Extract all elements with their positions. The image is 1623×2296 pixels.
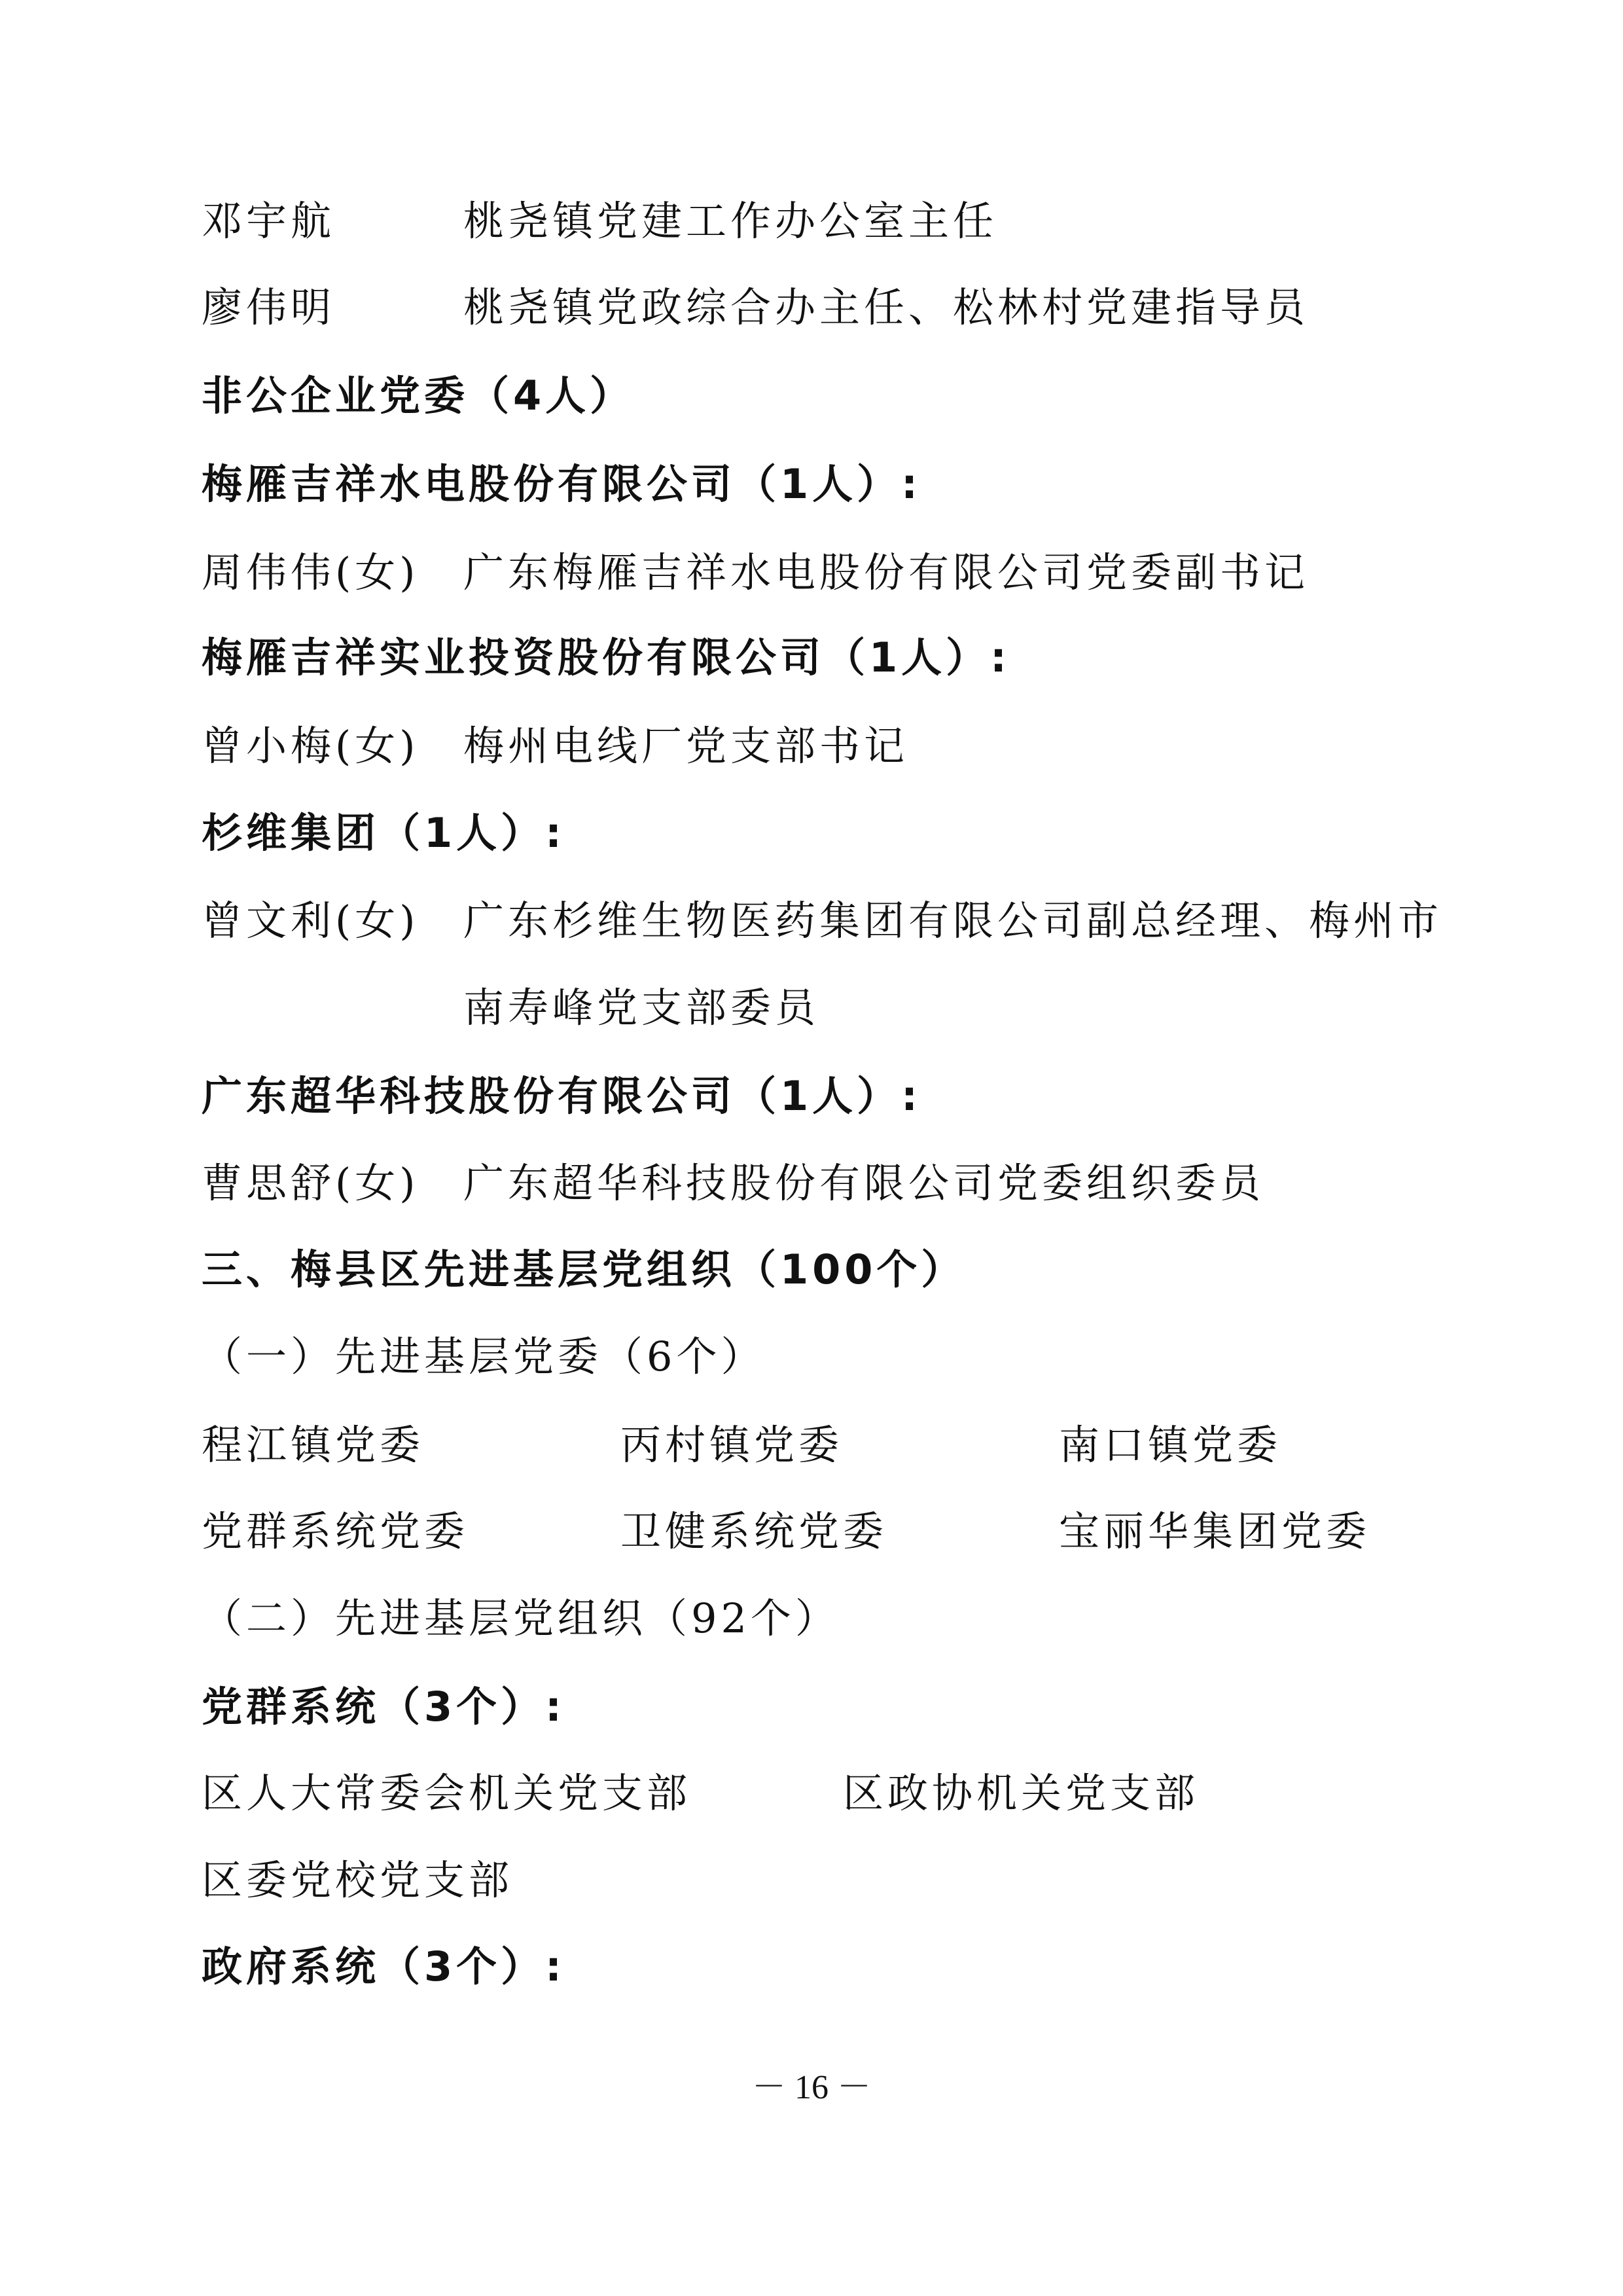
org-row bbox=[202, 1419, 1445, 1471]
person-row bbox=[202, 720, 908, 772]
org-name: 卫健系统党委 bbox=[620, 1507, 888, 1555]
section-heading: 三、梅县区先进基层党组织（100个） bbox=[202, 1246, 966, 1293]
person-name: 廖伟明 bbox=[202, 283, 336, 331]
org-name: 宝丽华集团党委 bbox=[1059, 1507, 1371, 1555]
person-role: 桃尧镇党政综合办主任、松林村党建指导员 bbox=[463, 283, 1310, 331]
person-role: 广东梅雁吉祥水电股份有限公司党委副书记 bbox=[463, 548, 1310, 596]
org-name: 区人大常委会机关党支部 bbox=[202, 1769, 692, 1817]
group-heading: 梅雁吉祥水电股份有限公司（1人）: bbox=[202, 460, 921, 508]
person-name: 邓宇航 bbox=[202, 197, 336, 245]
person-role: 广东杉维生物医药集团有限公司副总经理、梅州市 bbox=[463, 897, 1443, 944]
org-name: 区政协机关党支部 bbox=[843, 1769, 1200, 1817]
person-row bbox=[202, 281, 1309, 334]
page-number: － 16 － bbox=[751, 2069, 871, 2106]
person-role-continuation: 南寿峰党支部委员 bbox=[463, 984, 820, 1031]
person-name: 曹思舒(女) bbox=[202, 1159, 419, 1207]
section-heading: 非公企业党委（4人） bbox=[202, 372, 635, 420]
group-heading: 政府系统（3个）: bbox=[202, 1943, 565, 1990]
org-name: 区委党校党支部 bbox=[202, 1856, 514, 1904]
subsection-heading: （二）先进基层党组织（92个） bbox=[202, 1594, 840, 1642]
org-row bbox=[202, 1767, 1445, 1820]
person-name: 曾文利(女) bbox=[202, 897, 419, 944]
subsection-heading: （一）先进基层党委（6个） bbox=[202, 1333, 766, 1380]
org-name: 丙村镇党委 bbox=[620, 1421, 844, 1469]
person-name: 曾小梅(女) bbox=[202, 722, 419, 770]
org-row bbox=[202, 1505, 1445, 1558]
person-role: 桃尧镇党建工作办公室主任 bbox=[463, 197, 998, 245]
person-role: 梅州电线厂党支部书记 bbox=[463, 722, 909, 770]
org-name: 程江镇党委 bbox=[202, 1421, 425, 1469]
person-role: 广东超华科技股份有限公司党委组织委员 bbox=[463, 1159, 1265, 1207]
person-row bbox=[202, 195, 997, 247]
group-heading: 党群系统（3个）: bbox=[202, 1683, 565, 1731]
org-name: 党群系统党委 bbox=[202, 1507, 469, 1555]
group-heading: 杉维集团（1人）: bbox=[202, 809, 565, 857]
group-heading: 梅雁吉祥实业投资股份有限公司（1人）: bbox=[202, 634, 1010, 681]
person-row bbox=[202, 895, 1442, 947]
org-name: 南口镇党委 bbox=[1059, 1421, 1282, 1469]
person-row bbox=[202, 547, 1309, 599]
person-name: 周伟伟(女) bbox=[202, 548, 419, 596]
person-row bbox=[202, 1157, 1264, 1210]
group-heading: 广东超华科技股份有限公司（1人）: bbox=[202, 1072, 921, 1120]
